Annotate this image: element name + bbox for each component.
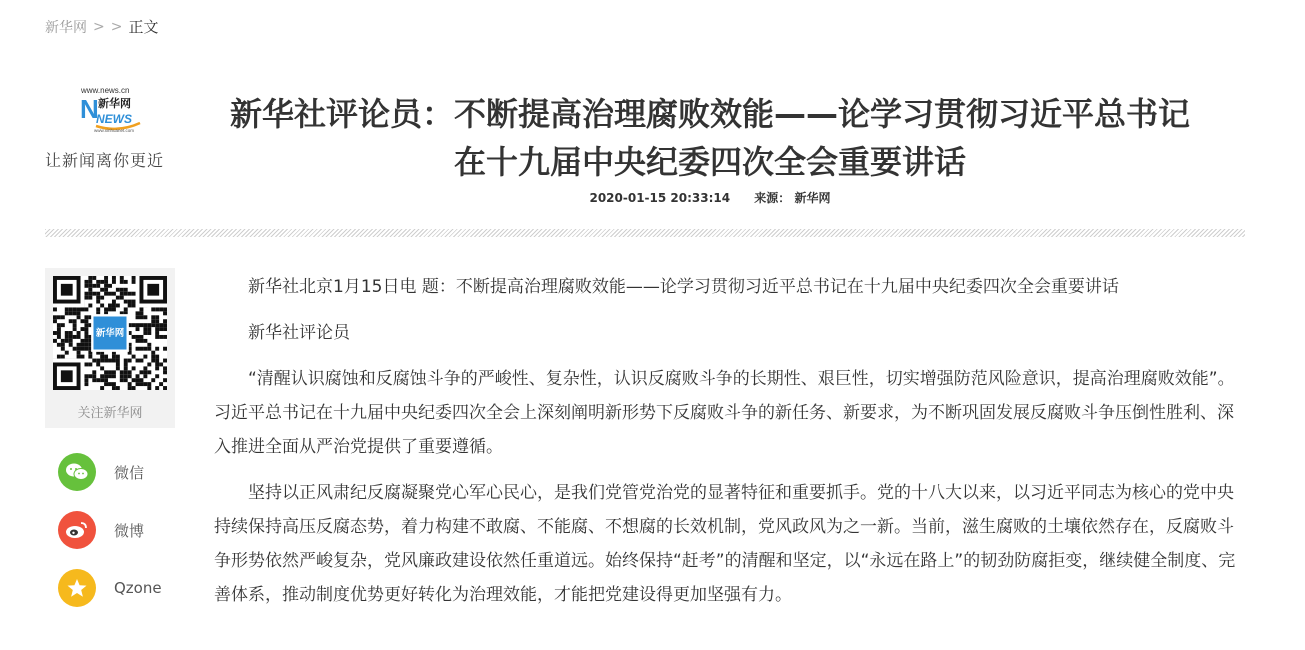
news-logo-mark <box>78 93 148 133</box>
logo-brand-en: NEWS <box>96 112 132 126</box>
article-paragraph: 新华社北京1月15日电 题：不断提高治理腐败效能——论学习贯彻习近平总书记在十九届中央纪委四次全会重要讲话 <box>248 277 1119 297</box>
wechat-icon <box>58 453 96 491</box>
logo-brand-cn: 新华网 <box>98 97 131 110</box>
logo-slogan: 让新闻离你更近 <box>45 151 165 170</box>
breadcrumb-separator: > <box>110 18 123 35</box>
article-paragraph: 坚持以正风肃纪反腐凝聚党心军心民心，是我们党管党治党的显著特征和重要抓手。党的十八大以来，以习近平同志为核心的党中央持续保持高压反腐态势，着力构建不敢腐、不能腐、不想腐的长效机制，党风政风为之一新。当前，滋生腐败的土壤依然存在，反腐败斗争形势依然严峻复杂，党风廉政建设依然任重道远。始终保持“赶考”的清醒和坚定，以“永远在路上”的韧劲防腐拒变，继续健全制度、完善体系，推动制度优势更好转化为治理效能，才能把党建设得更加坚强有力。 <box>214 483 1236 605</box>
share-qzone-button[interactable] <box>58 569 198 607</box>
article-body <box>214 270 1244 624</box>
share-weibo-button[interactable] <box>58 511 198 549</box>
breadcrumb <box>45 16 158 37</box>
qr-label: 关注新华网 <box>77 406 143 421</box>
xinhua-logo[interactable] <box>45 86 180 176</box>
title-divider <box>45 229 1245 237</box>
qr-code-image <box>53 276 167 390</box>
share-weibo-label: 微博 <box>114 521 145 540</box>
article-meta <box>190 189 1230 206</box>
qzone-icon <box>58 569 96 607</box>
article-datetime: 2020-01-15 20:33:14 <box>589 191 731 205</box>
qr-center-logo-text: 新华网 <box>95 327 125 339</box>
article-paragraph: 新华社评论员 <box>248 323 350 343</box>
share-qzone-label: Qzone <box>114 579 162 597</box>
article-title-line: 新华社评论员：不断提高治理腐败效能——论学习贯彻习近平总书记 <box>229 95 1190 133</box>
share-wechat-button[interactable] <box>58 453 198 491</box>
article-title-line: 在十九届中央纪委四次全会重要讲话 <box>453 143 966 181</box>
qr-code-panel <box>45 268 175 428</box>
source-name: 新华网 <box>794 191 831 205</box>
breadcrumb-separator: > <box>93 18 105 35</box>
source-label: 来源： <box>754 191 791 205</box>
article-title <box>190 90 1230 186</box>
logo-site-url: www.news.cn <box>81 86 130 95</box>
weibo-icon <box>58 511 96 549</box>
article-paragraph: “清醒认识腐蚀和反腐蚀斗争的严峻性、复杂性，认识反腐败斗争的长期性、艰巨性，切实增强防范风险意识，提高治理腐败效能”。习近平总书记在十九届中央纪委四次全会上深刻阐明新形势下反腐败斗争的新任务、新要求，为不断巩固发展反腐败斗争压倒性胜利、深入推进全面从严治党提供了重要遵循。 <box>214 369 1235 457</box>
breadcrumb-home-link[interactable]: 新华网 <box>45 19 87 36</box>
breadcrumb-current: 正文 <box>128 18 159 36</box>
logo-domain: www.xinhuanet.com <box>94 128 135 133</box>
logo-n-glyph: N <box>80 94 99 124</box>
share-wechat-label: 微信 <box>114 463 145 482</box>
